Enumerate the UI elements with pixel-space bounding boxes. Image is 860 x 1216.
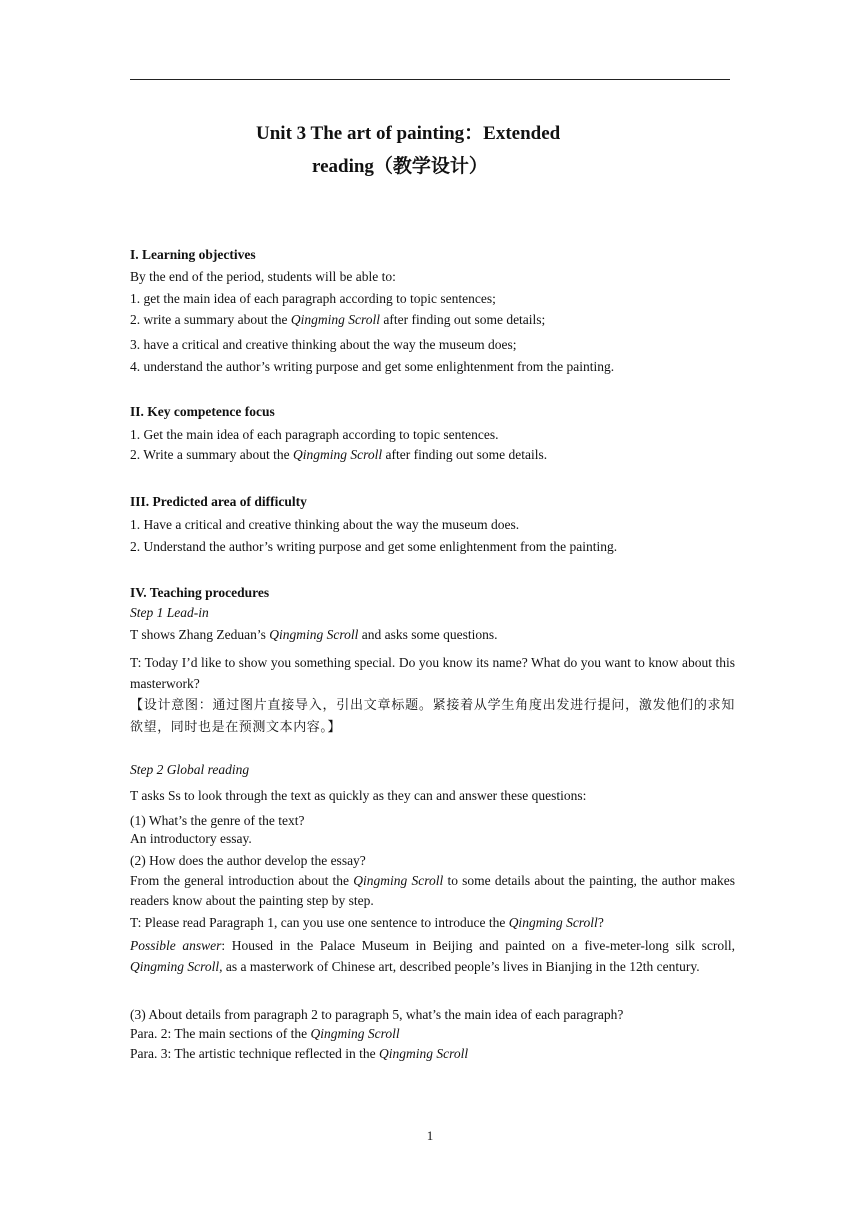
step-1-title: Step 1 Lead-in xyxy=(130,605,209,620)
question-2: (2) How does the author develop the essay? xyxy=(130,853,366,868)
answer-2: From the general introduction about the Qingming Scroll to some details about the painting, the author makes readers know about the painting step by step. xyxy=(130,873,736,908)
step-2-title: Step 2 Global reading xyxy=(130,762,250,777)
competence-2: 2. Write a summary about the Qingming Scroll after finding out some details. xyxy=(130,447,548,462)
objectives-intro: By the end of the period, students will be able to: xyxy=(130,269,396,284)
doc-title-line2: reading（教学设计） xyxy=(312,156,488,177)
header-rule xyxy=(130,79,730,80)
doc-title-line1: Unit 3 The art of painting：Extended xyxy=(256,123,561,144)
difficulty-2: 2. Understand the author’s writing purpose and get some enlightenment from the painting. xyxy=(130,539,618,554)
step-2-paragraph: T asks Ss to look through the text as quickly as they can and answer these questions: xyxy=(130,788,587,803)
teacher-question-paragraph: T: Today I’d like to show you something special. Do you know its name? What do you want to know about this masterwork? xyxy=(130,655,735,691)
teacher-prompt-paragraph-1: T: Please read Paragraph 1, can you use one sentence to introduce the Qingming Scroll? xyxy=(130,915,604,930)
page-number: 1 xyxy=(426,1128,434,1143)
question-3: (3) About details from paragraph 2 to paragraph 5, what’s the main idea of each paragraph? xyxy=(130,1007,624,1022)
objective-4: 4. understand the author’s writing purpose and get some enlightenment from the painting. xyxy=(130,359,615,374)
para-3-main-idea: Para. 3: The artistic technique reflected in the Qingming Scroll xyxy=(130,1046,469,1061)
possible-answer: Possible answer: Housed in the Palace Museum in Beijing and painted on a five-meter-long silk scroll, Qingming Scroll, as a masterwork of Chinese art, described people’s lives in Bianjing in the 12th century. xyxy=(130,938,735,974)
section-heading-objectives: I. Learning objectives xyxy=(130,247,256,262)
difficulty-1: 1. Have a critical and creative thinking about the way the museum does. xyxy=(130,517,520,532)
para-2-main-idea: Para. 2: The main sections of the Qingming Scroll xyxy=(130,1026,400,1041)
objective-1: 1. get the main idea of each paragraph according to topic sentences; xyxy=(130,291,496,306)
competence-1: 1. Get the main idea of each paragraph according to topic sentences. xyxy=(130,427,499,442)
objective-3: 3. have a critical and creative thinking about the way the museum does; xyxy=(130,337,517,352)
section-heading-competence: II. Key competence focus xyxy=(130,404,275,419)
answer-1: An introductory essay. xyxy=(130,831,252,846)
section-heading-procedures: IV. Teaching procedures xyxy=(130,585,270,600)
step-1-paragraph: T shows Zhang Zeduan’s Qingming Scroll and asks some questions. xyxy=(130,627,498,642)
section-heading-difficulty: III. Predicted area of difficulty xyxy=(130,494,307,509)
design-intent-note: 【设计意图：通过图片直接导入，引出文章标题。紧接着从学生角度出发进行提问，激发他们的求知欲望，同时也是在预测文本内容。】 xyxy=(130,698,735,735)
objective-2: 2. write a summary about the Qingming Scroll after finding out some details; xyxy=(130,312,546,327)
question-1: (1) What’s the genre of the text? xyxy=(130,813,305,828)
